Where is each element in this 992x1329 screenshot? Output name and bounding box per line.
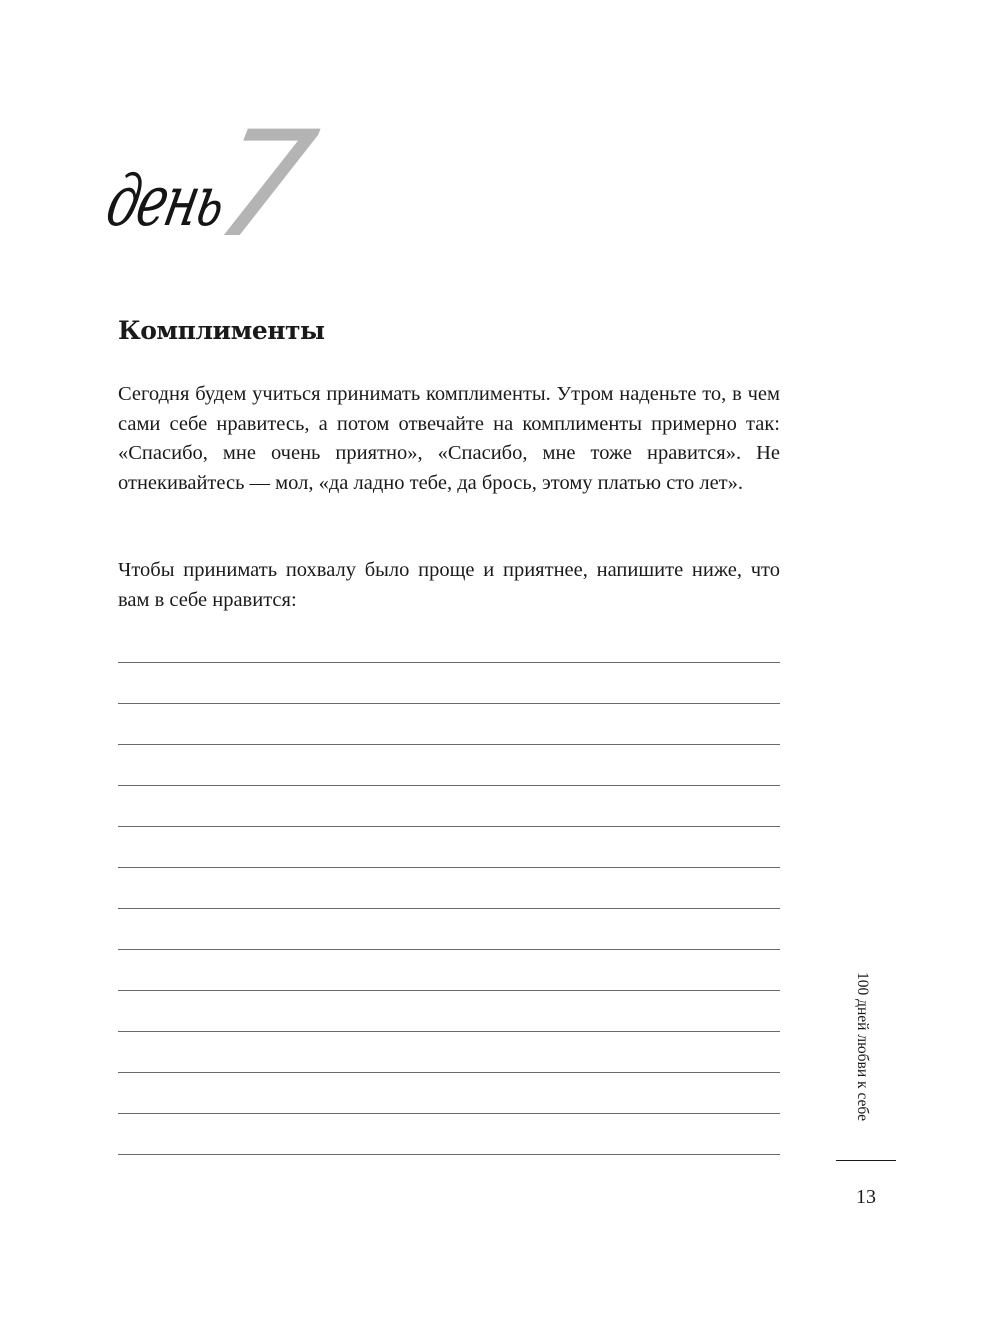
writing-line (118, 744, 780, 745)
footer-rule (836, 1160, 896, 1161)
instruction-paragraph: Чтобы принимать похвалу было проще и приятнее, напишите ниже, что вам в себе нравится: (118, 559, 780, 611)
day-header (99, 100, 352, 278)
writing-line (118, 990, 780, 991)
day-word: день (99, 160, 232, 242)
page-number: 13 (856, 1186, 876, 1208)
writing-line (118, 908, 780, 909)
writing-lines (118, 662, 780, 1195)
section-title: Комплименты (118, 316, 325, 345)
writing-line (118, 1154, 780, 1155)
writing-line (118, 703, 780, 704)
writing-line (118, 1072, 780, 1073)
writing-line (118, 949, 780, 950)
writing-line (118, 1031, 780, 1032)
writing-line (118, 662, 780, 663)
writing-line (118, 785, 780, 786)
running-title: 100 дней любви к себе (854, 972, 871, 1121)
day-number: 7 (204, 100, 328, 270)
writing-line (118, 826, 780, 827)
intro-paragraph: Сегодня будем учиться принимать комплименты. Утром наденьте то, в чем сами себе нравитесь, а потом отвечайте на комплименты примерно так: «Спасибо, мне очень приятно», «Спасибо, мне тоже нравится». Не отнекивайтесь — мол, «да ладно тебе, да брось, этому платью сто лет». (118, 383, 780, 494)
writing-line (118, 1113, 780, 1114)
writing-line (118, 867, 780, 868)
